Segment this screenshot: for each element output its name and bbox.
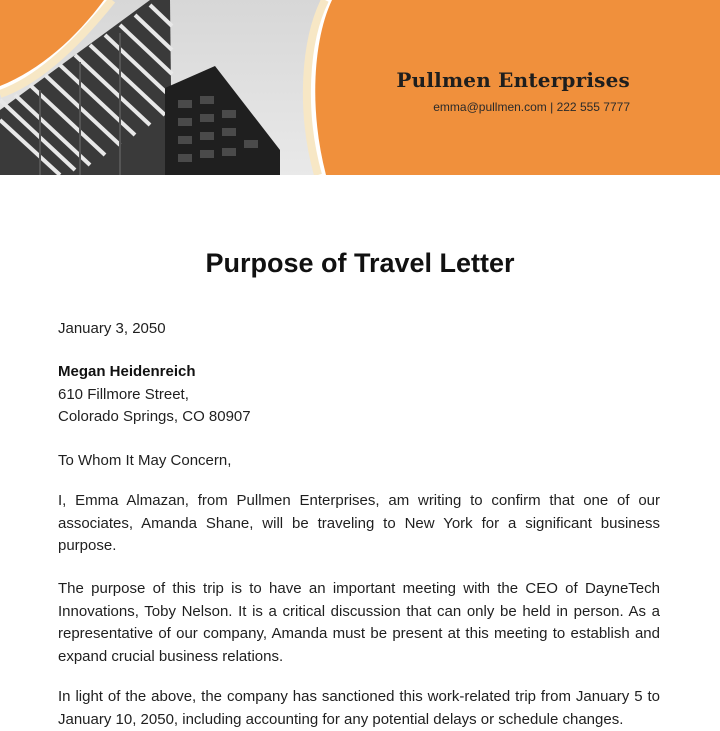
company-name: Pullmen Enterprises bbox=[396, 68, 630, 92]
recipient-address bbox=[58, 361, 660, 429]
letter-date: January 3, 2050 bbox=[58, 320, 166, 337]
recipient-name: Megan Heidenreich bbox=[58, 363, 196, 380]
recipient-city: Colorado Springs, CO 80907 bbox=[58, 408, 251, 425]
letter-greeting: To Whom It May Concern, bbox=[58, 452, 232, 469]
company-contact: emma@pullmen.com | 222 555 7777 bbox=[433, 100, 630, 114]
letterhead bbox=[0, 0, 720, 175]
company-block bbox=[360, 68, 630, 114]
letter-title: Purpose of Travel Letter bbox=[205, 248, 515, 278]
recipient-street: 610 Fillmore Street, bbox=[58, 385, 189, 403]
body-paragraph: The purpose of this trip is to have an important meeting with the CEO of DayneTech Innovations, Toby Nelson. It is a critical discussion that can only be held in person. As a representative of our company, Amanda must be present at this meeting to establish and expand crucial business relations. bbox=[58, 580, 660, 665]
body-paragraph: I, Emma Almazan, from Pullmen Enterprises, am writing to confirm that one of our associates, Amanda Shane, will be traveling to New York for a significant business purpose. bbox=[58, 492, 660, 554]
body-paragraph: In light of the above, the company has sanctioned this work-related trip from January 5 to January 10, 2050, including accounting for any potential delays or schedule changes. bbox=[58, 688, 660, 728]
